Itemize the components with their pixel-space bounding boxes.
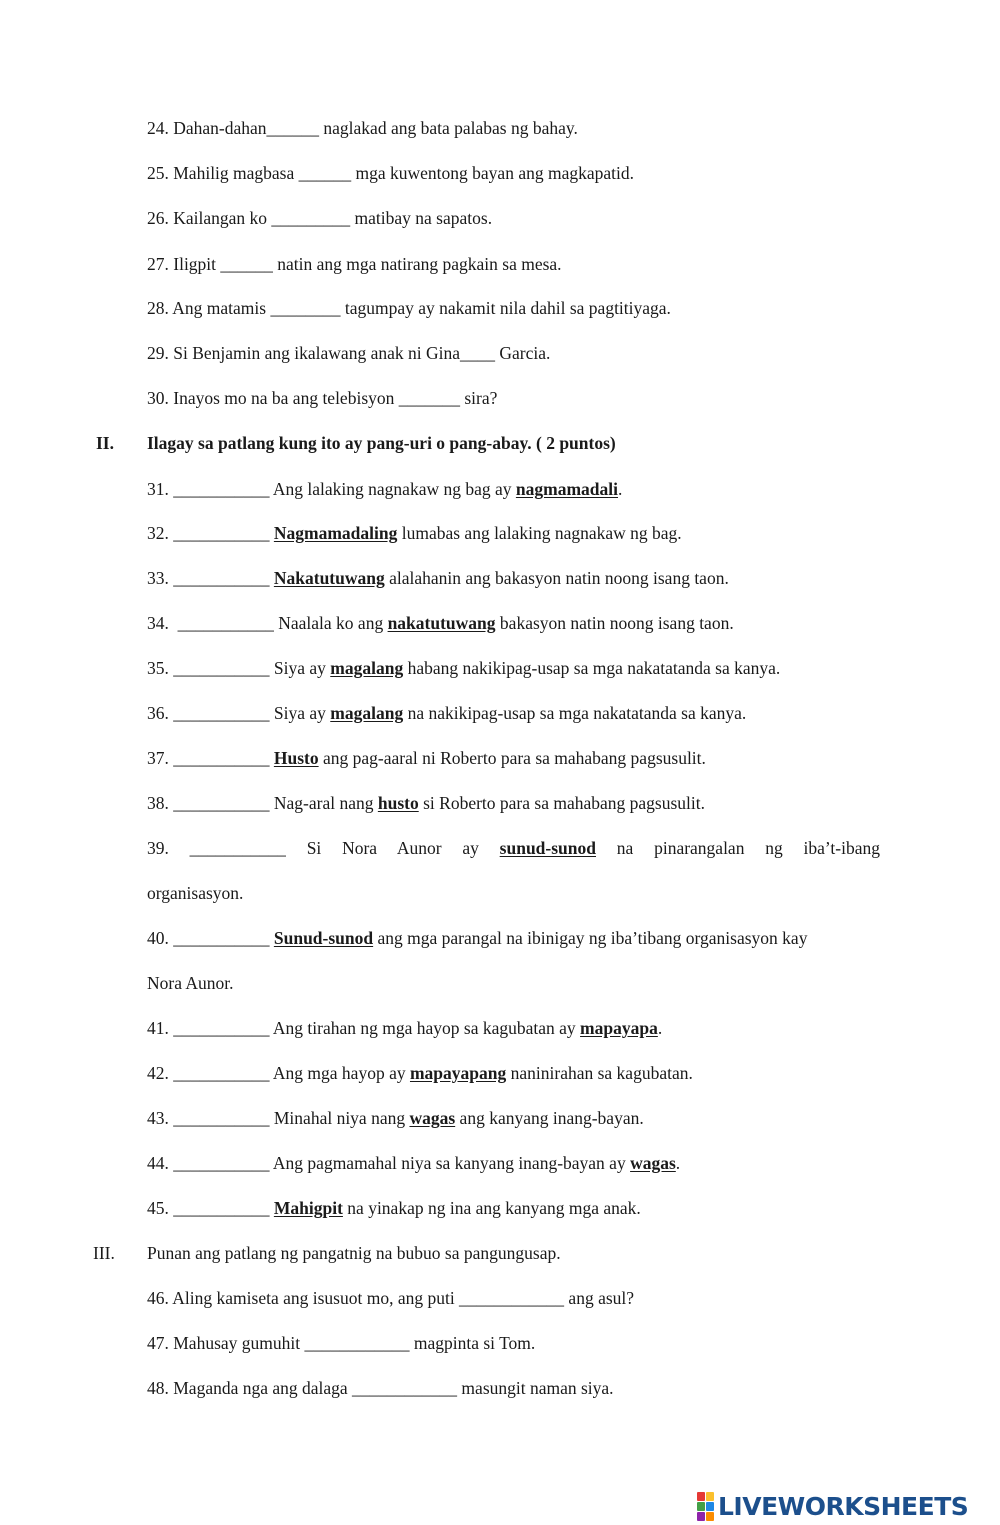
question-46: 46. Aling kamiseta ang isusuot mo, ang puti ____________ ang asul? xyxy=(147,1288,635,1308)
question-41: 41. ___________ Ang tirahan ng mga hayop sa kagubatan ay mapayapa. xyxy=(147,1018,663,1038)
logo-square xyxy=(706,1512,714,1521)
keyword: Nagmamadaling xyxy=(273,523,398,543)
logo-square xyxy=(706,1492,714,1501)
keyword: husto xyxy=(377,793,419,813)
question-33: 33. ___________ Nakatutuwang alalahanin ang bakasyon natin noong isang taon. xyxy=(147,568,729,588)
question-26: 26. Kailangan ko _________ matibay na sapatos. xyxy=(147,208,493,228)
logo-square xyxy=(697,1502,705,1511)
question-31: 31. ___________ Ang lalaking nagnakaw ng bag ay nagmamadali. xyxy=(147,479,623,499)
keyword: wagas xyxy=(409,1108,456,1128)
section-2-title: Ilagay sa patlang kung ito ay pang-uri o pang-abay. ( 2 puntos) xyxy=(147,433,616,453)
question-40-continuation: Nora Aunor. xyxy=(147,973,234,993)
keyword: mapayapa xyxy=(580,1018,658,1038)
question-34: 34. ___________ Naalala ko ang nakatutuwang bakasyon natin noong isang taon. xyxy=(147,613,734,633)
keyword: Nakatutuwang xyxy=(273,568,385,588)
question-32: 32. ___________ Nagmamadaling lumabas ang lalaking nagnakaw ng bag. xyxy=(147,523,682,543)
keyword: sunud-sunod xyxy=(499,838,596,858)
question-24: 24. Dahan-dahan______ naglakad ang bata palabas ng bahay. xyxy=(147,118,578,138)
question-40: 40. ___________ Sunud-sunod ang mga parangal na ibinigay ng iba’tibang organisasyon kay xyxy=(147,928,808,948)
question-38: 38. ___________ Nag-aral nang husto si Roberto para sa mahabang pagsusulit. xyxy=(147,793,705,813)
section-3-title: Punan ang patlang ng pangatnig na bubuo sa pangungusap. xyxy=(147,1243,561,1263)
liveworksheets-logo-icon xyxy=(697,1492,714,1521)
keyword: Mahigpit xyxy=(273,1198,343,1218)
logo-square xyxy=(697,1512,705,1521)
liveworksheets-logo xyxy=(697,1491,968,1521)
keyword: magalang xyxy=(330,703,404,723)
keyword: wagas xyxy=(630,1153,676,1173)
question-39: 39. ___________ Si Nora Aunor ay sunud-sunod na pinarangalan ng iba’t-ibang xyxy=(147,838,880,858)
question-47: 47. Mahusay gumuhit ____________ magpinta si Tom. xyxy=(147,1333,536,1353)
keyword: nakatutuwang xyxy=(387,613,496,633)
question-25: 25. Mahilig magbasa ______ mga kuwentong bayan ang magkapatid. xyxy=(147,163,634,183)
question-48: 48. Maganda nga ang dalaga ____________ masungit naman siya. xyxy=(147,1378,614,1398)
question-45: 45. ___________ Mahigpit na yinakap ng ina ang kanyang mga anak. xyxy=(147,1198,641,1218)
keyword: mapayapang xyxy=(409,1063,507,1083)
section-3-numeral: III. xyxy=(93,1243,115,1263)
question-39-continuation: organisasyon. xyxy=(147,883,244,903)
keyword: Sunud-sunod xyxy=(273,928,374,948)
question-44: 44. ___________ Ang pagmamahal niya sa kanyang inang-bayan ay wagas. xyxy=(147,1153,681,1173)
question-27: 27. Iligpit ______ natin ang mga natirang pagkain sa mesa. xyxy=(147,254,562,274)
question-35: 35. ___________ Siya ay magalang habang nakikipag-usap sa mga nakatatanda sa kanya. xyxy=(147,658,781,678)
liveworksheets-logo-text: LIVEWORKSHEETS xyxy=(718,1491,969,1521)
keyword: nagmamadali xyxy=(515,479,619,499)
section-2-numeral: II. xyxy=(96,433,114,453)
keyword: Husto xyxy=(273,748,319,768)
question-37: 37. ___________ Husto ang pag-aaral ni Roberto para sa mahabang pagsusulit. xyxy=(147,748,706,768)
logo-square xyxy=(697,1492,705,1501)
question-30: 30. Inayos mo na ba ang telebisyon _______ sira? xyxy=(147,388,498,408)
keyword: magalang xyxy=(330,658,404,678)
logo-square xyxy=(706,1502,714,1511)
question-42: 42. ___________ Ang mga hayop ay mapayapang naninirahan sa kagubatan. xyxy=(147,1063,693,1083)
question-43: 43. ___________ Minahal niya nang wagas ang kanyang inang-bayan. xyxy=(147,1108,644,1128)
question-28: 28. Ang matamis ________ tagumpay ay nakamit nila dahil sa pagtitiyaga. xyxy=(147,298,671,318)
question-36: 36. ___________ Siya ay magalang na nakikipag-usap sa mga nakatatanda sa kanya. xyxy=(147,703,747,723)
question-29: 29. Si Benjamin ang ikalawang anak ni Gina____ Garcia. xyxy=(147,343,551,363)
